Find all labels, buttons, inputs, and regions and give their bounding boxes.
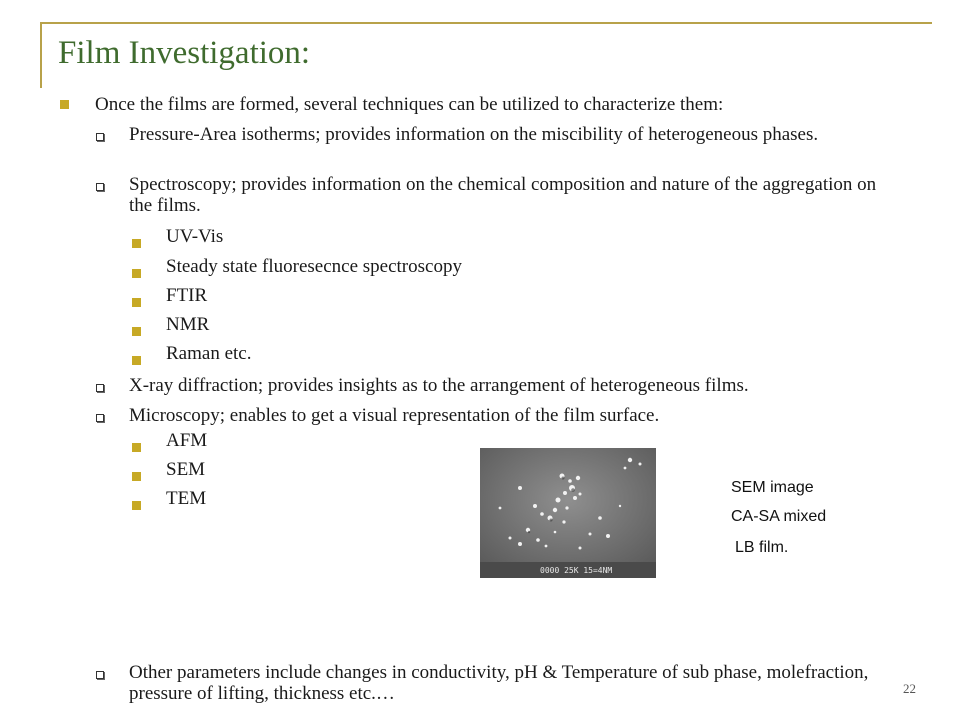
ftir-text: FTIR [166, 285, 208, 306]
nmr-text: NMR [166, 314, 210, 335]
frame-top-rule [40, 22, 932, 24]
fluorescence-text: Steady state fluoresecnce spectroscopy [166, 256, 462, 277]
square-bullet-icon [60, 100, 69, 109]
raman-text: Raman etc. [166, 343, 252, 364]
square-bullet-icon [132, 443, 141, 452]
uv-vis-text: UV-Vis [166, 226, 224, 247]
afm-text: AFM [166, 430, 208, 451]
image-caption-line-3: LB film. [735, 539, 789, 556]
square-bullet-icon [132, 269, 141, 278]
box-bullet-icon [96, 133, 104, 141]
image-caption-line-1: SEM image [731, 479, 814, 496]
square-bullet-icon [132, 239, 141, 248]
square-bullet-icon [132, 327, 141, 336]
box-bullet-icon [96, 183, 104, 191]
image-caption-line-2: CA-SA mixed [731, 508, 827, 525]
box-bullet-icon [96, 384, 104, 392]
sem-text: SEM [166, 459, 206, 480]
square-bullet-icon [132, 298, 141, 307]
spectroscopy-text: Spectroscopy; provides information on the chemical composition and nature of the aggregation on the films. [129, 174, 877, 216]
box-bullet-icon [96, 414, 104, 422]
sem-micrograph-image [480, 448, 656, 578]
page-number: 22 [903, 681, 916, 696]
square-bullet-icon [132, 501, 141, 510]
pressure-area-text: Pressure-Area isotherms; provides information on the miscibility of heterogeneous phases. [129, 124, 819, 145]
other-parameters-text: Other parameters include changes in conductivity, pH & Temperature of sub phase, molefraction, pressure of lifting, thickness etc.… [129, 662, 869, 704]
slide-title: Film Investigation: [58, 35, 311, 71]
intro-text: Once the films are formed, several techniques can be utilized to characterize them: [95, 94, 724, 115]
sem-scale-text: 0000 25K 15=4NM [540, 566, 613, 575]
square-bullet-icon [132, 472, 141, 481]
square-bullet-icon [132, 356, 141, 365]
microscopy-text: Microscopy; enables to get a visual representation of the film surface. [129, 405, 660, 426]
tem-text: TEM [166, 488, 207, 509]
xray-text: X-ray diffraction; provides insights as to the arrangement of heterogeneous films. [129, 375, 749, 396]
frame-left-rule [40, 22, 42, 88]
box-bullet-icon [96, 671, 104, 679]
